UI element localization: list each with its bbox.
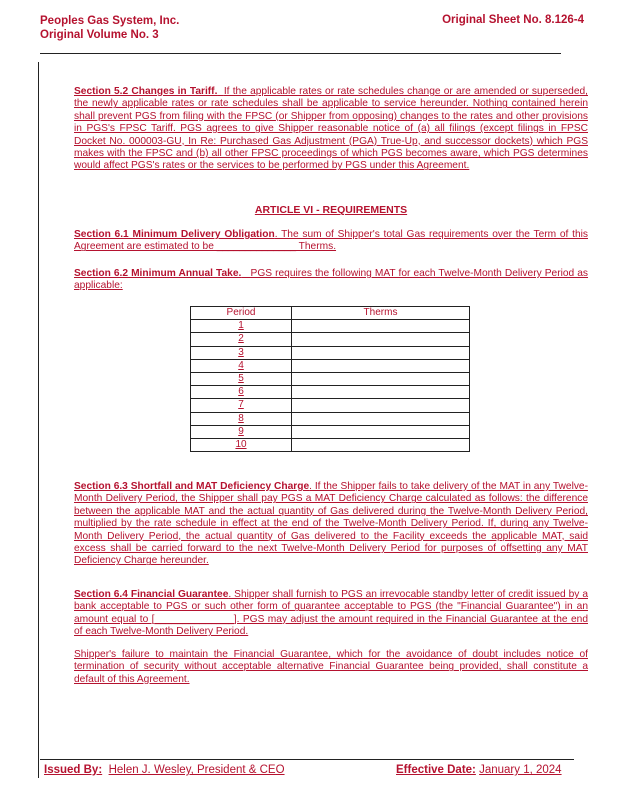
section-6-4-paragraph-2: Shipper's failure to maintain the Financial Guarantee, which for the avoidance of doubt includes notice of termination of security without acceptable alternative Financial Guarantee being provided, shall constitute a default of this Agreement. bbox=[74, 649, 588, 685]
therms-cell bbox=[292, 412, 470, 425]
therms-cell bbox=[292, 386, 470, 399]
therms-cell bbox=[292, 359, 470, 372]
table-row bbox=[191, 320, 470, 333]
therms-cell bbox=[292, 438, 470, 451]
table-row bbox=[191, 425, 470, 438]
period-cell: 3 bbox=[191, 346, 292, 359]
footer-rule bbox=[40, 759, 574, 760]
volume-number: Original Volume No. 3 bbox=[40, 29, 159, 41]
col-header-period: Period bbox=[191, 307, 292, 320]
section-6-2-heading: Section 6.2 Minimum Annual Take. bbox=[74, 268, 242, 279]
period-cell: 1 bbox=[191, 320, 292, 333]
section-5-2-body: If the applicable rates or rate schedules change or are amended or superseded, the newly applicable rates or rate schedules shall be applicable to service hereunder. Nothing contained herein shall prevent PGS from filing with the FPSC (or Shipper from opposing) changes to the rates and other provisions in PGS's FPSC Tariff. PGS agrees to give Shipper reasonable notice of (a) all filings (except filings in FPSC Docket No. 000003-GU, In Re: Purchased Gas Adjustment (PGA) True-Up, and successor dockets) which PGS makes with the FPSC and (b) all other FPSC proceedings of which PGS becomes aware, which PGS determines would affect PGS's rates or the services to be performed by PGS under this Agreement. bbox=[74, 86, 588, 172]
section-6-4-heading: Section 6.4 Financial Guarantee bbox=[74, 589, 229, 600]
header-left bbox=[40, 14, 179, 42]
section-6-3-body: . If the Shipper fails to take delivery of the MAT in any Twelve-Month Delivery Period, the Shipper shall pay PGS a MAT Deficiency Charge calculated as follows: the difference between the applicable MAT and the actual quantity of Gas delivered during the Twelve-Month Delivery Period, multiplied by the rate schedule in effect at the end of the Twelve-Month Delivery Period. If, during any Twelve-Month Delivery Period, the actual quantity of Gas delivered to the Facility exceeds the applicable MAT, said excess shall be carried forward to the next Twelve-Month Delivery Period for purposes of offsetting any MAT Deficiency Charge hereunder. bbox=[74, 481, 588, 567]
period-cell: 6 bbox=[191, 386, 292, 399]
section-6-2 bbox=[74, 268, 588, 293]
sheet-number: Original Sheet No. 8.126-4 bbox=[442, 14, 584, 26]
period-cell: 7 bbox=[191, 399, 292, 412]
section-6-1-heading: Section 6.1 Minimum Delivery Obligation bbox=[74, 229, 275, 240]
section-6-3 bbox=[74, 481, 588, 568]
period-cell: 10 bbox=[191, 438, 292, 451]
table-row bbox=[191, 346, 470, 359]
issued-by-value: Helen J. Wesley, President & CEO bbox=[108, 764, 285, 776]
period-cell: 5 bbox=[191, 372, 292, 385]
therms-cell bbox=[292, 333, 470, 346]
section-6-2-body: PGS requires the following MAT for each Twelve-Month Delivery Period as applicable: bbox=[74, 268, 589, 292]
therms-cell bbox=[292, 320, 470, 333]
therms-cell bbox=[292, 399, 470, 412]
section-5-2-heading: Section 5.2 Changes in Tariff. bbox=[74, 86, 218, 97]
table-row bbox=[191, 412, 470, 425]
effective-date bbox=[396, 764, 562, 776]
section-6-4-body: . Shipper shall furnish to PGS an irrevocable standby letter of credit issued by a bank acceptable to PGS or such other form of guarantee acceptable to PGS (the "Financial Guarantee") in an amount equal to [______________]. PGS may adjust the amount required in the Financial Guarantee at the end of each Twelve-Month Delivery Period. bbox=[74, 589, 588, 638]
therms-cell bbox=[292, 425, 470, 438]
issued-by bbox=[44, 764, 285, 776]
table-header-row bbox=[191, 307, 470, 320]
table-row bbox=[191, 359, 470, 372]
period-cell: 2 bbox=[191, 333, 292, 346]
effective-date-value: January 1, 2024 bbox=[479, 764, 562, 776]
article-heading: ARTICLE VI - REQUIREMENTS bbox=[254, 204, 408, 216]
mat-table bbox=[190, 306, 470, 452]
period-cell: 8 bbox=[191, 412, 292, 425]
table-row bbox=[191, 399, 470, 412]
table-row bbox=[191, 372, 470, 385]
therms-cell bbox=[292, 346, 470, 359]
table-row bbox=[191, 438, 470, 451]
header-rule bbox=[40, 53, 561, 54]
table-row bbox=[191, 333, 470, 346]
section-6-3-heading: Section 6.3 Shortfall and MAT Deficiency Charge bbox=[74, 481, 310, 492]
revision-bar bbox=[38, 62, 39, 752]
col-header-therms: Therms bbox=[292, 307, 470, 320]
issued-by-label: Issued By: bbox=[44, 764, 103, 776]
table-row bbox=[191, 386, 470, 399]
company-name: Peoples Gas System, Inc. bbox=[40, 15, 180, 27]
section-5-2 bbox=[74, 86, 588, 173]
section-6-1 bbox=[74, 229, 588, 254]
therms-cell bbox=[292, 372, 470, 385]
section-6-1-body: . The sum of Shipper's total Gas requirements over the Term of this Agreement are estimated to be ______________ Therms. bbox=[74, 229, 588, 253]
period-cell: 9 bbox=[191, 425, 292, 438]
period-cell: 4 bbox=[191, 359, 292, 372]
section-6-4 bbox=[74, 589, 588, 639]
footer-revision-bar bbox=[38, 748, 39, 778]
effective-date-label: Effective Date: bbox=[396, 764, 476, 776]
